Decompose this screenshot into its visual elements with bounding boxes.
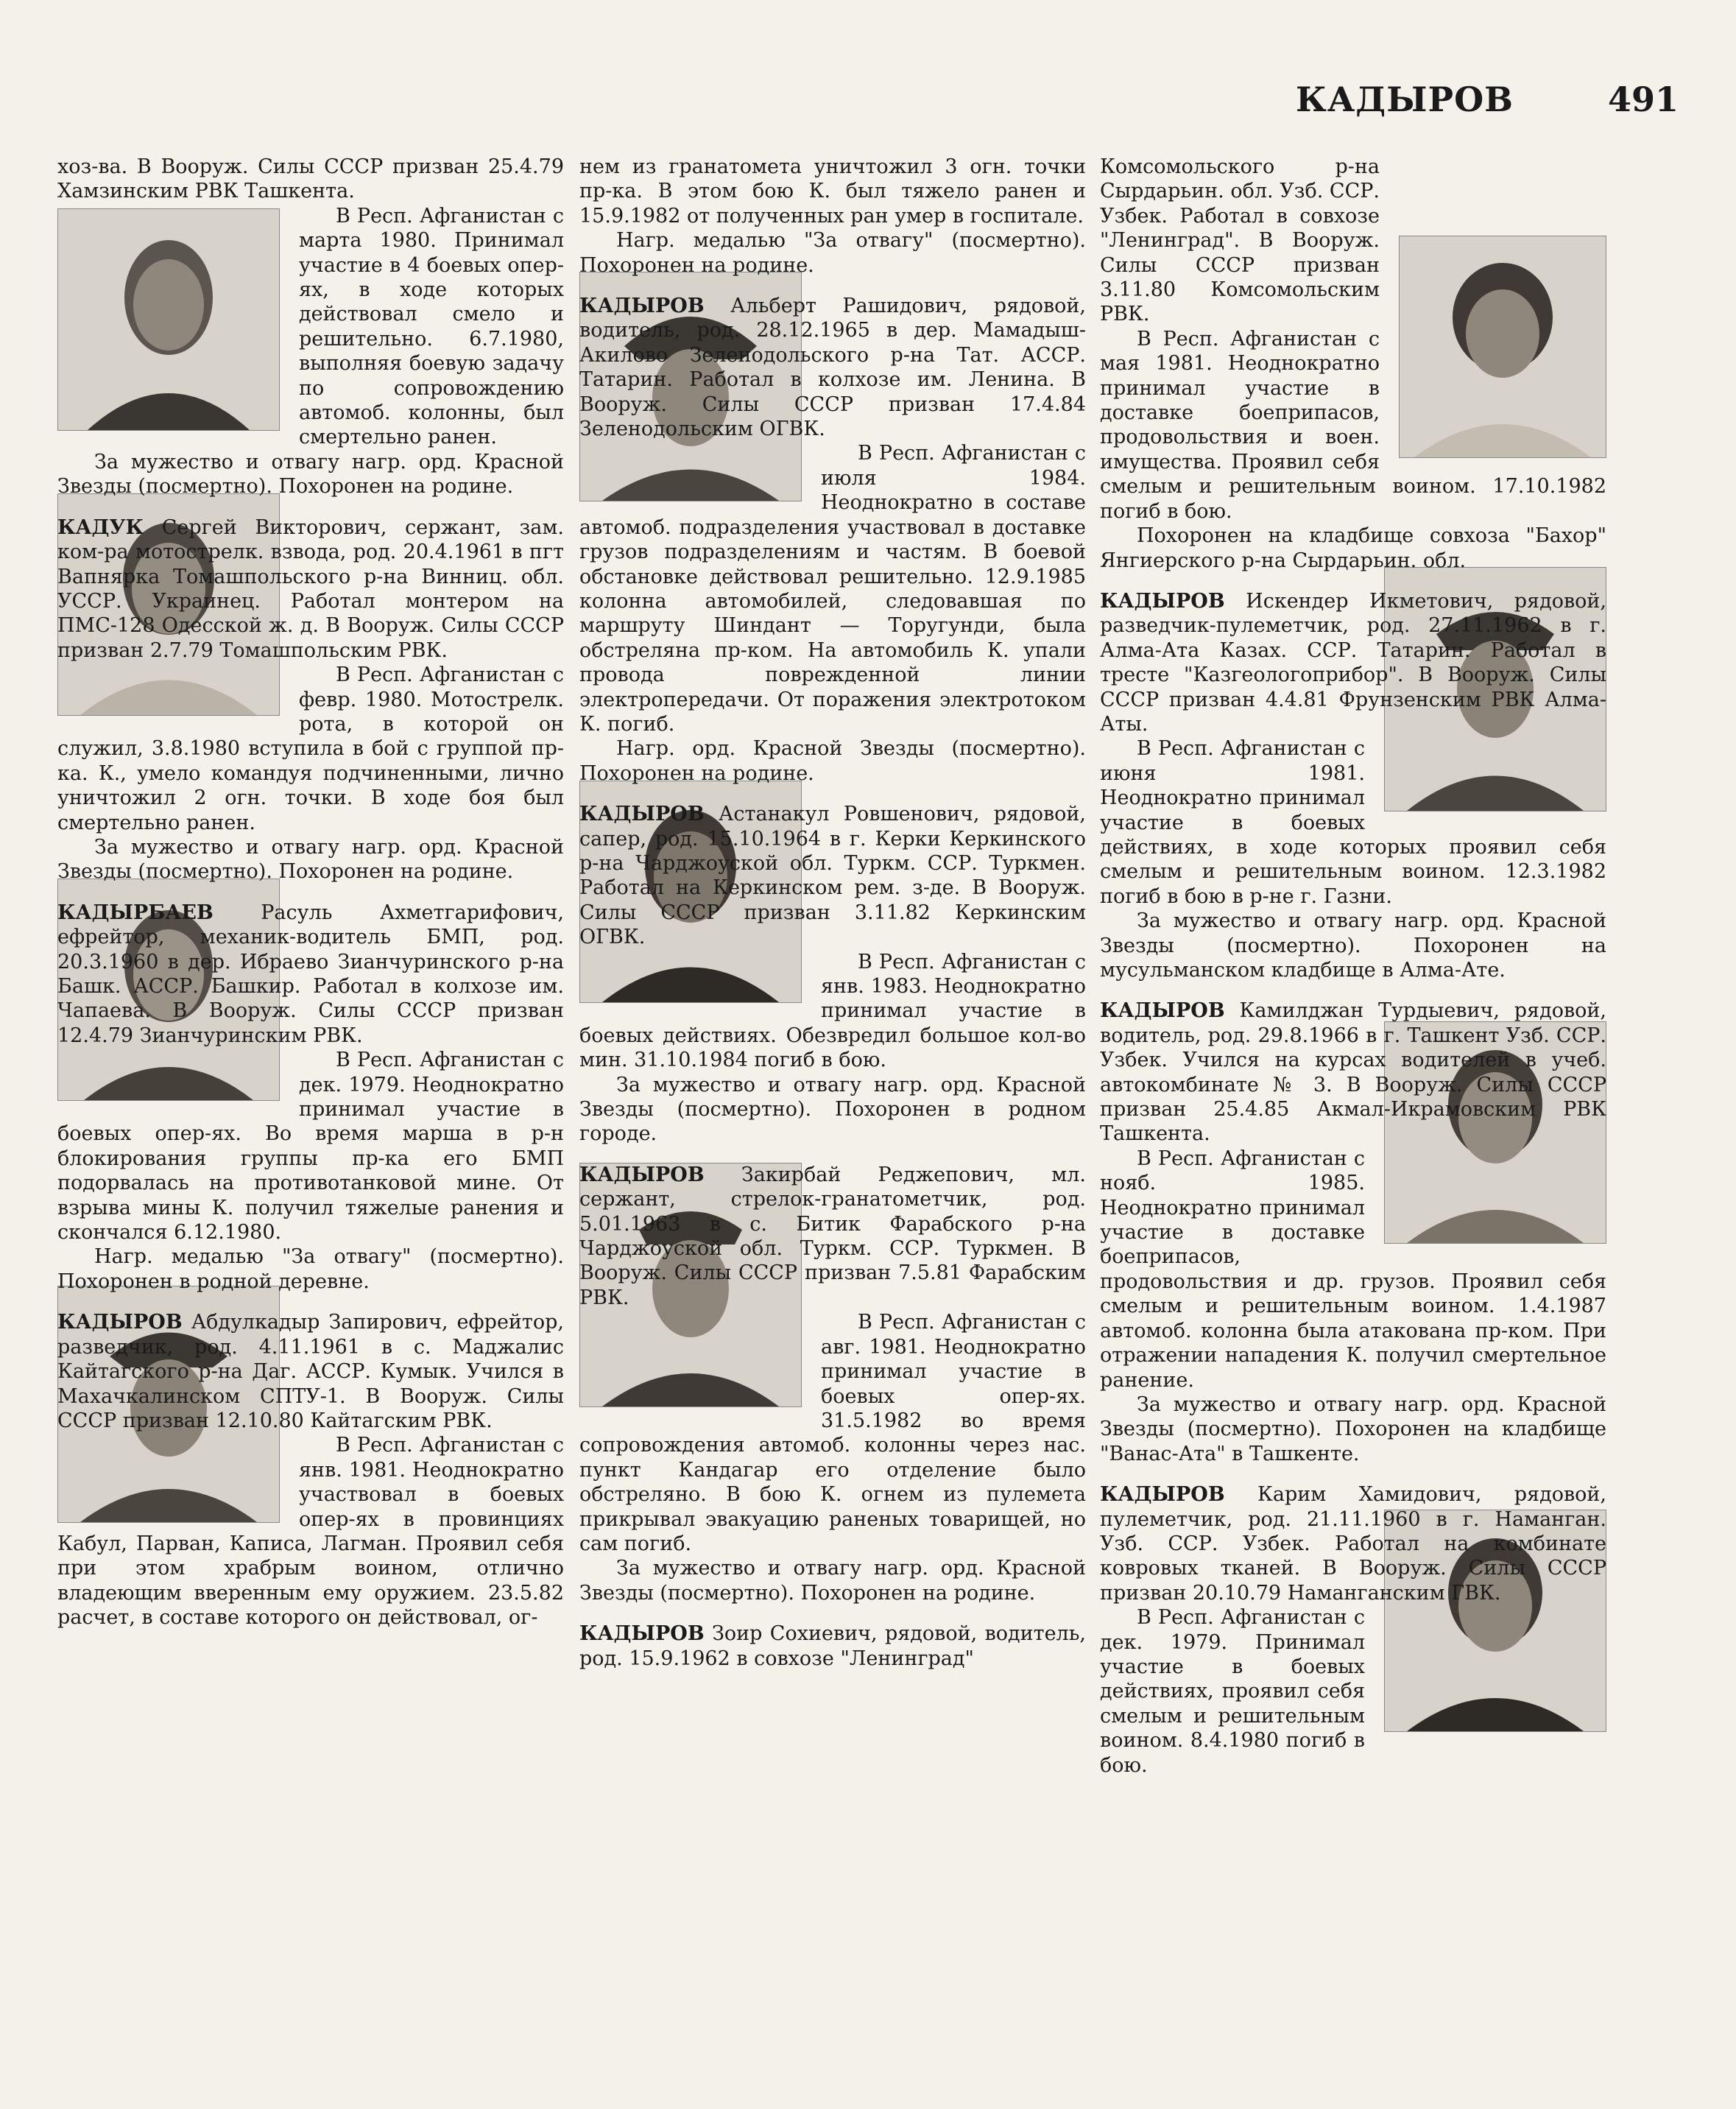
entry-paragraph: В Респ. Афганистан с дек. 1979. Неоднократно принимал участие в боевых опер-ях. Во время марша в р-н блокирования группы пр-ка его БМП подорвалась на противотанковой мине. От взрыва мины К. получил тяжелые ранения и скончался 6.12.1980. <box>57 1049 564 1244</box>
entry-text: Зоир Сохиевич, рядовой, водитель, род. 15.9.1962 в совхозе "Ленинград" <box>579 1622 1086 1670</box>
entry-paragraph: Нагр. медалью "За отвагу" (посмертно). Похоронен в родной деревне. <box>57 1245 564 1293</box>
entry-paragraph: нем из гранатомета уничтожил 3 огн. точки пр-ка. В этом бою К. был тяжело ранен и 15.9.1982 от полученных ран умер в госпитале. <box>579 155 1086 228</box>
entry-name: КАДЫРОВ <box>1100 1483 1225 1507</box>
entry-paragraph: За мужество и отвагу нагр. орд. Красной Звезды (посмертно). Похоронен на кладбище "Ванас-Ата" в Ташкенте. <box>1100 1392 1606 1465</box>
entry-paragraph: В Респ. Афганистан с янв. 1983. Неоднократно принимал участие в боевых действиях. Обезвредил большое кол-во мин. 31.10.1984 погиб в бою. <box>579 950 1086 1072</box>
entry-paragraph: В Респ. Афганистан с февр. 1980. Мотострелк. рота, в которой он служил, 3.8.1980 вступила в бой с группой пр-ка. К., умело командуя подчиненными, лично уничтожил 2 огн. точки. В ходе боя был смертельно ранен. <box>57 663 564 834</box>
entry-paragraph <box>57 901 564 1048</box>
entry-text: Астанакул Ровшенович, рядовой, сапер, род. 15.10.1964 в г. Керки Керкинского р-на Чарджоуской обл. Туркм. ССР. Туркмен. Работал на Керкинском рем. з-де. В Вооруж. Силы СССР призван 3.11.82 Керкинским ОГВК. <box>579 803 1086 949</box>
entry-paragraph: За мужество и отвагу нагр. орд. Красной Звезды (посмертно). Похоронен на родине. <box>579 1557 1086 1605</box>
entry-kadyrbaev <box>57 901 564 1295</box>
entry-text: Камилджан Турдыевич, рядовой, водитель, род. 29.8.1966 в г. Ташкент Узб. ССР. Узбек. Учился на курсах водителей в учеб. автокомбинате № 3. В Вооруж. Силы СССР призван 25.4.85 Акмал-Икрамовским РВК Ташкента. <box>1100 999 1606 1146</box>
entry-kadyrov-iskender <box>1100 589 1606 983</box>
entry-text: Закирбай Реджепович, мл. сержант, стрелок-гранатометчик, род. 5.01.1963 в с. Битик Фарабского р-на Чарджоуской обл. Туркм. ССР. Туркмен. В Вооруж. Силы СССР призван 7.5.81 Фарабским РВК. <box>579 1163 1086 1309</box>
portrait-photo <box>1399 236 1606 458</box>
entry-kaduk <box>57 515 564 884</box>
entry-paragraph: Нагр. орд. Красной Звезды (посмертно). Похоронен на родине. <box>579 737 1086 785</box>
entry-kadyrov-zoir <box>579 1622 1086 1671</box>
entry-text: Искендер Икметович, рядовой, разведчик-пулеметчик, род. 27.11.1962 в г. Алма-Ата Казах. ССР. Татарин. Работал в тресте "Казгеологоприбор". В Вооруж. Силы СССР призван 4.4.81 Фрунзенским РВК Алма-Аты. <box>1100 589 1606 736</box>
entry-kadyrov-albert <box>579 294 1086 786</box>
entry-text: Альберт Рашидович, рядовой, водитель, род. 28.12.1965 в дер. Мамадыш-Акилово Зеленодольского р-на Тат. АССР. Татарин. Работал в колхозе им. Ленина. В Вооруж. Силы СССР призван 17.4.84 Зеленодольским ОГВК. <box>579 295 1086 441</box>
entry-text: Абдулкадыр Запирович, ефрейтор, разведчик, род. 4.11.1961 в с. Маджалис Кайтагского р-на Даг. АССР. Кумык. Учился в Махачкалинском СПТУ-1. В Вооруж. Силы СССР призван 12.10.80 Кайтагским РВК. <box>57 1311 564 1432</box>
entry-continued <box>579 155 1086 278</box>
entry-kadyrov-abdulkadyr <box>57 1310 564 1630</box>
entry-name: КАДЫРОВ <box>57 1311 183 1334</box>
portrait-photo <box>57 208 280 431</box>
entry-paragraph: За мужество и отвагу нагр. орд. Красной Звезды (посмертно). Похоронен на родине. <box>57 835 564 884</box>
entry-paragraph: В Респ. Афганистан с мая 1981. Неоднократно принимал участие в доставке боеприпасов, продовольствия и воен. имущества. Проявил себя смелым и решительным воином. 17.10.1982 погиб в бою. <box>1100 327 1606 523</box>
entry-continued <box>1100 155 1606 573</box>
entry-paragraph: За мужество и отвагу нагр. орд. Красной Звезды (посмертно). Похоронен на мусульманском кладбище в Алма-Ате. <box>1100 909 1606 982</box>
entry-continued <box>57 155 564 499</box>
entry-text: Карим Хамидович, рядовой, пулеметчик, род. 21.11.1960 в г. Наманган. Узб. ССР. Узбек. Работал на комбинате ковровых тканей. В Вооруж. Силы СССР призван 20.10.79 Наманганским ГВК. <box>1100 1483 1606 1605</box>
entry-name: КАДЫРОВ <box>579 1622 705 1646</box>
entry-paragraph <box>57 1310 564 1433</box>
entry-name: КАДЫРОВ <box>1100 589 1225 613</box>
page-header <box>1296 80 1679 131</box>
entry-paragraph: В Респ. Афганистан с нояб. 1985. Неоднократно принимал участие в доставке боеприпасов, продовольствия и др. грузов. Проявил себя смелым и решительным воином. 1.4.1987 автомоб. колонна была атакована пр-ком. При отражении нападения К. получил смертельное ранение. <box>1100 1147 1606 1392</box>
entry-paragraph: В Респ. Афганистан с марта 1980. Принимал участие в 4 боевых опер-ях, в ходе которых действовал смело и решительно. 6.7.1980, выполняя боевую задачу по сопровождению автомоб. колонны, был смертельно ранен. <box>299 204 564 449</box>
entry-paragraph: В Респ. Афганистан с авг. 1981. Неоднократно принимал участие в боевых опер-ях. 31.5.1982 во время сопровождения автомоб. колонны через нас. пункт Кандагар его отделение было обстреляно. В бою К. огнем из пулемета прикрывал эвакуацию раненых товарищей, но сам погиб. <box>579 1311 1086 1555</box>
running-head: КАДЫРОВ <box>1296 80 1514 119</box>
entry-kadyrov-karim <box>1100 1482 1606 1778</box>
entry-name: КАДУК <box>57 515 144 539</box>
entry-kadyrov-kamildzhan <box>1100 999 1606 1466</box>
entry-name: КАДЫРОВ <box>579 803 705 826</box>
column-2 <box>579 155 1086 1687</box>
entry-name: КАДЫРОВ <box>579 295 705 318</box>
entry-paragraph: За мужество и отвагу нагр. орд. Красной Звезды (посмертно). Похоронен на родине. <box>57 450 564 499</box>
entry-paragraph: В Респ. Афганистан с июля 1984. Неоднократно в составе автомоб. подразделения участвовал в доставке грузов подразделениям и частям. В боевой обстановке действовал решительно. 12.9.1985 колонна автомобилей, следовавшая по маршруту Шиндант — Торугунди, была обстреляна пр-ком. На автомобиль К. упали провода поврежденной линии электропередачи. От поражения электротоком К. погиб. <box>579 442 1086 736</box>
entry-paragraph: В Респ. Афганистан с июня 1981. Неоднократно принимал участие в боевых действиях, в ходе которых проявил себя смелым и решительным воином. 12.3.1982 погиб в бою в р-не г. Газни. <box>1100 737 1606 908</box>
entry-paragraph: хоз-ва. В Вооруж. Силы СССР призван 25.4.79 Хамзинским РВК Ташкента. <box>57 155 564 203</box>
entry-text: Сергей Викторович, сержант, зам. ком-ра мотострелк. взвода, род. 20.4.1961 в пгт Вапнярка Томашпольского р-на Винниц. обл. УССР. Украинец. Работал монтером на ПМС-128 Одесской ж. д. В Вооруж. Силы СССР призван 2.7.79 Томашпольским РВК. <box>57 515 564 662</box>
entry-kadyrov-zakirbai <box>579 1163 1086 1605</box>
entry-paragraph <box>57 515 564 663</box>
entry-name: КАДЫРБАЕВ <box>57 901 214 924</box>
entry-paragraph: Комсомольского р-на Сырдарьин. обл. Узб. ССР. Узбек. Работал в совхозе "Ленинград". В Вооруж. Силы СССР призван 3.11.80 Комсомольским РВК. <box>1100 155 1380 326</box>
entry-paragraph: За мужество и отвагу нагр. орд. Красной Звезды (посмертно). Похоронен в родном городе. <box>579 1073 1086 1146</box>
entry-text: Расуль Ахметгарифович, ефрейтор, механик-водитель БМП, род. 20.3.1960 в дер. Ибраево Зианчуринского р-на Башк. АССР. Башкир. Работал в колхозе им. Чапаева. В Вооруж. Силы СССР призван 12.4.79 Зианчуринским РВК. <box>57 901 564 1047</box>
entry-paragraph <box>579 1622 1086 1671</box>
entry-paragraph <box>579 294 1086 441</box>
entry-name: КАДЫРОВ <box>579 1163 705 1186</box>
column-1 <box>57 155 564 1647</box>
entry-paragraph: Нагр. медалью "За отвагу" (посмертно). Похоронен на родине. <box>579 229 1086 277</box>
entry-kadyrov-astanakul <box>579 802 1086 1147</box>
page-number: 491 <box>1607 80 1679 119</box>
entry-paragraph: Похоронен на кладбище совхоза "Бахор" Янгиерского р-на Сырдарьин. обл. <box>1100 524 1606 572</box>
column-3 <box>1100 155 1606 1794</box>
entry-paragraph: В Респ. Афганистан с янв. 1981. Неоднократно участвовал в боевых опер-ях в провинциях Кабул, Парван, Каписа, Лагман. Проявил себя при этом храбрым воином, отлично владеющим вверенным ему оружием. 23.5.82 расчет, в составе которого он действовал, ог- <box>57 1434 564 1630</box>
entry-name: КАДЫРОВ <box>1100 999 1225 1023</box>
entry-paragraph: В Респ. Афганистан с дек. 1979. Принимал участие в боевых действиях, проявил себя смелым и решительным воином. 8.4.1980 погиб в бою. <box>1100 1606 1365 1777</box>
